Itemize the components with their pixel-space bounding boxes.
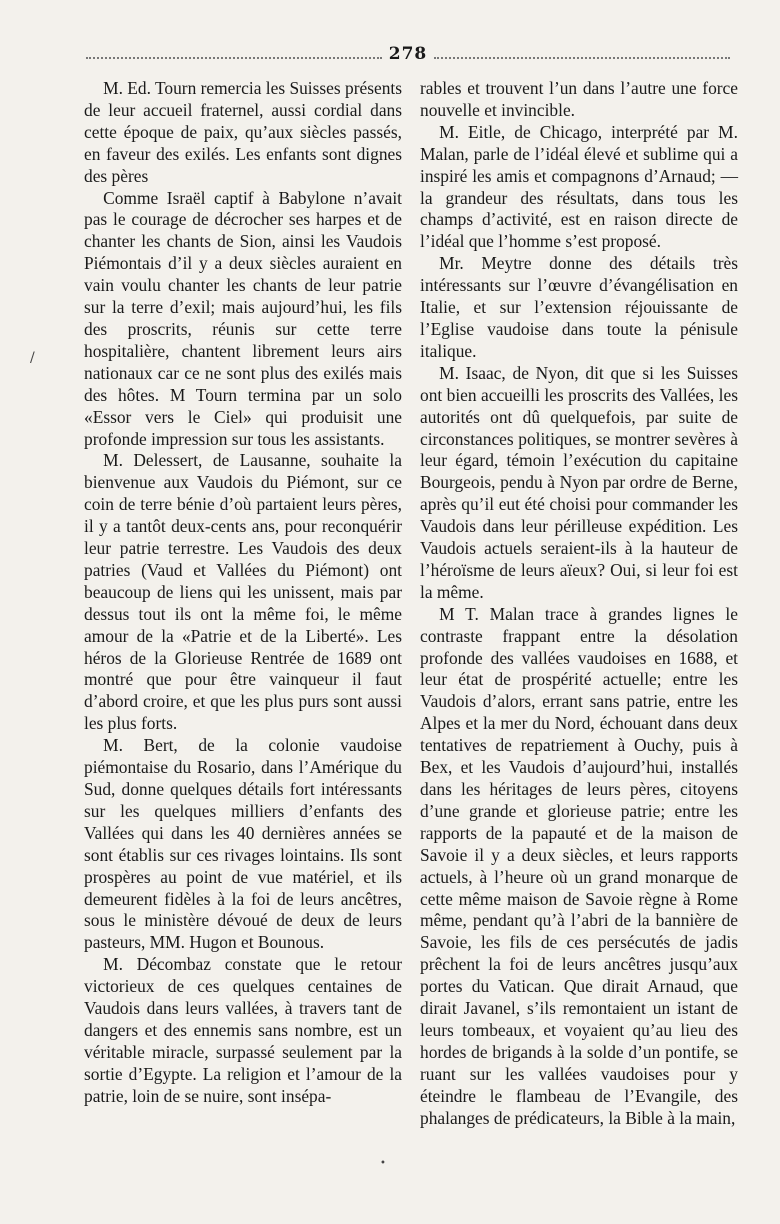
paragraph-eitle: M. Eitle, de Chicago, interprété par M. Malan, parle de l’idéal élevé et sublime qui a inspiré les amis et compagnons d’Arnaud; — la grandeur des résultats, dans tous les champs d’activité, est en raison directe de l’idéal que l’homme s’est proposé. bbox=[420, 121, 738, 252]
margin-mark: / bbox=[30, 350, 35, 366]
paragraph-isaac: M. Isaac, de Nyon, dit que si les Suisses ont bien accueilli les proscrits des Vallées, les autorités ont dû quelquefois, par suite de circonstances politiques, se montrer sevères à leur égard, témoin l’exécution du capitaine Bourgeois, pendu à Nyon par ordre de Berne, après qu’il eut été choisi pour commander les Vaudois dans leur périlleuse expédition. Les Vaudois actuels seraient-ils à la hauteur de l’héroïsme de leurs aïeux? Oui, si leur foi est la même. bbox=[420, 362, 738, 602]
page-header bbox=[86, 44, 730, 70]
bottom-dot: • bbox=[380, 1158, 386, 1169]
paragraph-tourn-thanks: M. Ed. Tourn remercia les Suisses présents de leur accueil fraternel, aussi cordial dans cette époque de paix, qu’aux siècles passés, en faveur des exilés. Les enfants sont dignes des pères bbox=[84, 78, 403, 186]
left-column bbox=[84, 78, 402, 1108]
right-column bbox=[420, 78, 738, 1130]
paragraph-continuation: rables et trouvent l’un dans l’autre une force nouvelle et invincible. bbox=[420, 78, 738, 120]
header-rule-right bbox=[434, 57, 730, 59]
header-rule-left bbox=[86, 57, 382, 59]
paragraph-israel-babylon: Comme Israël captif à Babylone n’avait pas le courage de décrocher ses harpes et de chanter les chants de Sion, ainsi les Vaudois Piémontais d’il y a deux siècles auraient en vain voulu chanter les chants de leur patrie sur la terre d’exil; mais aujourd’hui, les fils des proscrits, réunis sur cette terre hospitalière, chantent librement leurs airs nationaux car ce ne sont plus des exilés mais des hôtes. M Tourn termina par un solo «Essor vers le Ciel» qui produisit une profonde impression sur tous les assistants. bbox=[84, 187, 402, 449]
paragraph-delessert: M. Delessert, de Lausanne, souhaite la bienvenue aux Vaudois du Piémont, sur ce coin de terre bénie d’où partaient leurs pères, il y a tantôt deux-cents ans, pour reconquérir leur patrie terrestre. Les Vaudois des deux patries (Vaud et Vallées du Piémont) ont beaucoup de liens qui les unissent, mais par dessus tout ils ont la même foi, le même amour de la «Patrie et de la Liberté». Les héros de la Glorieuse Rentrée de 1689 ont montré que pour être vainqueur il faut d’abord croire, et que les plus purs sont aussi les plus forts. bbox=[84, 450, 402, 734]
paragraph-bert: M. Bert, de la colonie vaudoise piémontaise du Rosario, dans l’Amérique du Sud, donne quelques détails fort intéressants sur les quelques milliers d’enfants des Vallées qui dans les 40 dernières années se sont établis sur ces rivages lointains. Ils sont prospères au point de vue matériel, et ils demeurent fidèles à la foi de leurs ancêtres, sous le ministère dévoué de deux de leurs pasteurs, MM. Hugon et Bounous. bbox=[84, 735, 402, 953]
paragraph-meytre: Mr. Meytre donne des détails très intéressants sur l’œuvre d’évangélisation en Italie, et sur l’extension réjouissante de l’Eglise vaudoise dans toute la pénisule italique. bbox=[420, 253, 738, 361]
page-number: 278 bbox=[388, 44, 428, 64]
paragraph-malan-contrast: M T. Malan trace à grandes lignes le contraste frappant entre la désolation profonde des vallées vaudoises en 1688, et leur état de prospérité actuelle; entre les Vaudois d’alors, errant sans patrie, entre les Alpes et la mer du Nord, échouant dans deux tentatives de repatriement à Ouchy, puis à Bex, et les Vaudois d’aujourd’hui, installés dans les héritages de leurs pères, citoyens d’une grande et glorieuse patrie; entre les rapports de la papauté et de la maison de Savoie il y a deux siècles, et leurs rapports actuels, à l’heure où un grand monarque de cette même maison de Savoie règne à Rome même, pendant qu’à l’abri de la bannière de Savoie, les fils de ces persécutés de jadis prêchent la foi de leurs ancêtres jusqu’aux portes du Vatican. Que dirait Arnaud, que dirait Javanel, s’ils remontaient un istant de leurs tombeaux, et voyaient qu’au lieu des hordes de brigands à la solde d’un pontife, se ruant sur les vallées vaudoises pour y éteindre le flambeau de l’Evangile, des phalanges de prédicateurs, la Bible à la main, bbox=[420, 603, 738, 1128]
paragraph-decombaz: M. Décombaz constate que le retour victorieux de ces quelques centaines de Vaudois dans leurs vallées, à travers tant de dangers et des ennemis sans nombre, est un véritable miracle, surpassé seulement par la sortie d’Egypte. La religion et l’amour de la patrie, loin de se nuire, sont insépa- bbox=[84, 954, 402, 1106]
